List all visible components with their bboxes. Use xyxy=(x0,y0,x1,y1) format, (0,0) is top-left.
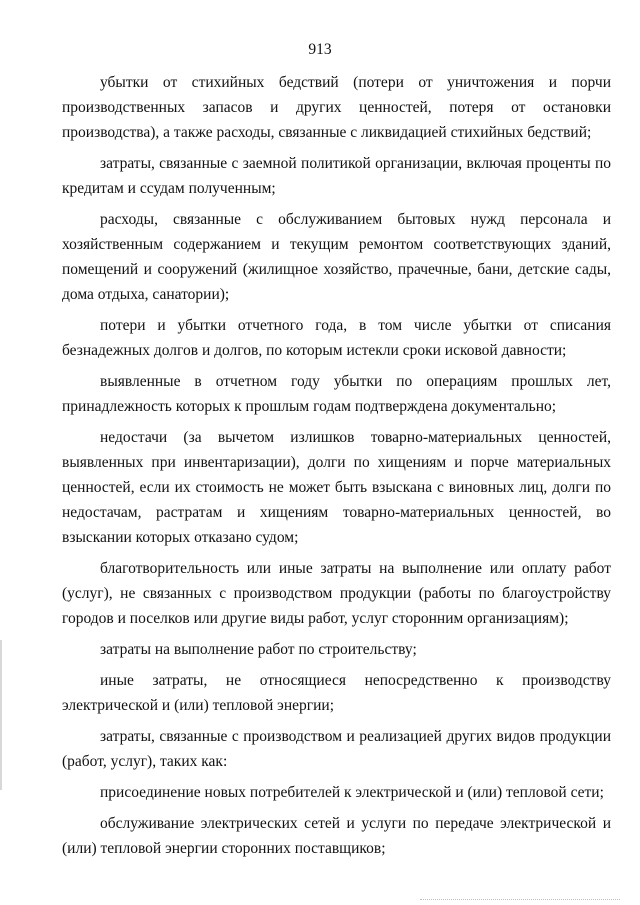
paragraph-bad-debt-losses: потери и убытки отчетного года, в том числе убытки от списания безнадежных долгов и долгов, по которым истекли сроки исковой давности; xyxy=(62,317,611,359)
paragraph-staff-household-costs: расходы, связанные с обслуживанием бытовых нужд персонала и хозяйственным содержанием и текущим ремонтом соответствующих зданий, помещений и сооружений (жилищное хозяйство, прачечные, бани, детские сады, дома отдыха, санатории); xyxy=(62,211,611,303)
paragraph-construction-costs: затраты на выполнение работ по строительству; xyxy=(100,641,417,658)
paragraph-other-products: затраты, связанные с производством и реализацией других видов продукции (работ, услуг), таких как: xyxy=(62,728,611,770)
paragraph-other-costs: иные затраты, не относящиеся непосредственно к производству электрической и (или) тепловой энергии; xyxy=(62,672,611,714)
paragraph-borrowing-costs: затраты, связанные с заемной политикой организации, включая проценты по кредитам и ссудам полученным; xyxy=(62,155,611,197)
paragraph-prior-year-losses: выявленные в отчетном году убытки по операциям прошлых лет, принадлежность которых к прошлым годам подтверждена документально; xyxy=(62,373,611,415)
scan-bottom-mark xyxy=(420,899,620,901)
paragraph-natural-disaster-losses: убытки от стихийных бедствий (потери от уничтожения и порчи производственных запасов и других ценностей, потеря от остановки производства), а также расходы, связанные с ликвидацией стихийных бедствий; xyxy=(62,74,611,141)
document-body xyxy=(62,70,611,867)
paragraph-charity: благотворительность или иные затраты на выполнение или оплату работ (услуг), не связанных с производством продукции (работы по благоустройству городов и поселков или другие виды работ, услуг сторонним организациям); xyxy=(62,560,611,627)
paragraph-network-service: обслуживание электрических сетей и услуги по передаче электрической и (или) тепловой энергии сторонних поставщиков; xyxy=(62,815,611,857)
paragraph-shortages: недостачи (за вычетом излишков товарно-материальных ценностей, выявленных при инвентаризации), долги по хищениям и порче материальных ценностей, если их стоимость не может быть взыскана с виновных лиц, долги по недостачам, растратам и хищениям товарно-материальных ценностей, во взыскании которых отказано судом; xyxy=(62,429,611,546)
page-number: 913 xyxy=(308,41,332,58)
paragraph-new-consumers: присоединение новых потребителей к электрической и (или) тепловой сети; xyxy=(100,784,604,801)
scan-edge-mark xyxy=(0,640,2,790)
